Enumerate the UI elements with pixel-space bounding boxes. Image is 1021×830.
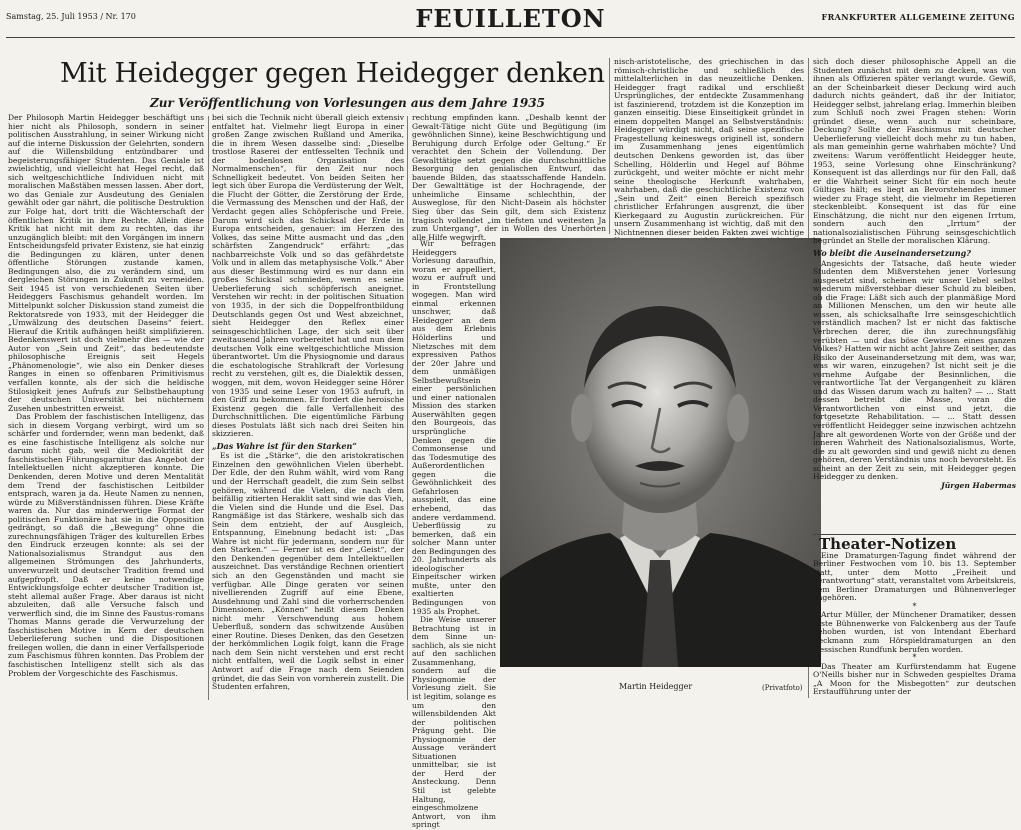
sidebar-item: Eine Dramaturgen-Tagung findet während der Berliner Festwochen vom 10. bis 13. September statt, unter dem Motto „Freiheit und Verantwortung“ statt, veranstaltet vom Arbeitskreis, dem Berliner Dramaturgen und Bühnenverleger angehören. [813, 550, 1017, 603]
separator-star: * [912, 601, 917, 611]
article-column-2 [212, 114, 404, 702]
section-heading: „Das Wahre ist für den Starken“ [212, 440, 357, 451]
newspaper-name: FRANKFURTER ALLGEMEINE ZEITUNG [821, 12, 1015, 22]
article-column-4 [614, 57, 804, 237]
heidegger-portrait-image [500, 238, 821, 667]
paragraph: rechtung empfinden kann. „Deshalb kennt der Gewalt-Tätige nicht Güte und Begütigung (im gewöhnlichen Sinne), keine Beschwichtigung und Beruhigung durch Erfolge oder Geltung.“ Er verachtet den Schein der Vollendung. Der Gewalttätige setzt gegen die durchschnittliche Besorgung den genialischen Entwurf, das bauende Bilden, das staatsschaffende Handeln. Der Gewalttätige ist der Hochragende, der unheimliche Einsame schlechthin, der Ausweglose, für den Nicht-Dasein als höchster Sieg über das Sein gilt, dem sich Existenz tragisch vollendet „im tiefsten und weitesten Ja zum Untergang“, der in Wollen des Unerhörten alle Hilfe wegwirft. [412, 113, 606, 242]
section-title: FEUILLETON [415, 4, 606, 33]
photo-credit: (Privatfoto) [762, 684, 803, 692]
portrait-photo [500, 238, 821, 667]
paragraph: Angesichts der Tatsache, daß heute wieder Studenten dem Mißverstehen jener Vorlesung ausgesetzt sind, scheinen wir unser Uebel selbst wiederum mißverstehbar dieser Schuld zu bleiben, ob die Frage: Läßt sich auch der planmäßige Mord an Millionen Menschen, um den wir heute alle wissen, als schicksalhafte Irre seinsgeschichtlich verständlich machen? Ist er nicht das faktische Verbrechen derer, die ihn zurechnungsfähig verübten — und das böse Gewissen eines ganzen Volkes? Hatten wir nicht acht Jahre Zeit seither, das Risiko der Auseinandersetzung mit dem, was war, was wir waren, einzugehen? Ist nicht seit je die vornehme Aufgabe der Besinnlichen, die verantwortliche Tat der Vergangenheit zu klären und das Wissen darum wach zu halten? — ... Statt dessen betreibt die Masse, voran die Verantwortlichen von einst und jetzt, die fortgesetzte Rehabilitation. — ... Statt dessen veröffentlicht Heidegger seine inzwischen achtzehn Jahre alt gewordenen Worte von der Größe und der inneren Wahrheit des Nationalsozialismus, Worte, die zu alt geworden sind und gewiß nicht zu denen gehören, deren Verständnis uns noch bevorsteht. Es scheint an der Zeit zu sein, mit Heidegger gegen Heidegger zu denken. [813, 258, 1016, 482]
section-heading: Wo bleibt die Auseinandersetzung? [813, 248, 971, 259]
photo-caption: Martin Heidegger [619, 682, 693, 691]
column-divider [208, 116, 209, 700]
paragraph: Das Problem der faschistischen Intelligenz, das sich in diesem Vorgang verbirgt, wird um so schärfer und fordernder, wenn man bedenkt, daß es eine faschistische Intelligenz als solche nur darum nicht gab, weil die Mediokrität der faschistischen Führungsgarnitur das Angebot der Intellektuellen nicht akzeptieren konnte. Die Denkenden, deren Motive und deren Mentalität dem Trend der faschistischen Leitbilder entsprach, waren ja da. Heute Namen zu nennen, würde zu Mißverständnissen führen. Diese Kräfte waren da. Nur das minderwertige Format der politischen Funktionäre hat sie in die Opposition gedrängt, so daß die „Bewegung“ ohne die zurechnungsfähigen Träger des kulturellen Erbes den Eindruck erzeugen konnte: als sei der Nationalsozialismus Strandgut aus den allgemeinen Strömungen des Jahrhunderts, unverwurzelt und deutscher Tradition fremd und aufgepfropft. Daß er keine notwendige Entwicklungsfolge echter deutscher Tradition ist, steht allemal außer Frage. Aber daraus ist nicht abzuleiten, daß alle Versuche falsch und verwerflich sind, die im Sinne des Faustus-romans Thomas Manns gerade die Verwurzelung der faschistischen Motive in Kern der deutschen Ueberlieferung suchen und die Dispositionen freilegen wollen, die dann in einer Verfallsperiode zum Faschismus führen konnten. Das Problem der faschistischen Intelligenz stellt sich als das Problem der Vorgeschichte des Faschismus. [8, 412, 204, 678]
sidebar-item: Das Theater am Kurfürstendamm hat Eugene O'Neills bisher nur in Schweden gespieltes Drama „A Moon for the Misbegotten“ zur deutschen Erstaufführung unter der [813, 661, 1016, 697]
article-column-1 [8, 114, 204, 702]
paragraph: Die Weise unserer Betrachtung ist in dem Sinne un-sachlich, als sie nicht auf den sachlichen Zusammenhang, sondern auf die Physiognomie der Vorlesung zielt. Sie ist legitim, solange es um den willensbildenden Akt der politischen Prägung geht. Die Physiognomie der Aussage verändert Situationen unmittelbar, sie ist der Herd der Ansteckung. Denn Stil ist gelebte Haltung, eingeschmolzene Antwort, von ihm springt [412, 615, 496, 830]
theater-notes-sidebar [813, 536, 1016, 704]
article-column-3-bottom [412, 239, 496, 830]
paragraph: bei sich die Technik nicht überall gleich extensiv entfaltet hat. Vielmehr liegt Europa in einer großen Zange zwischen Rußland und Amerika, die in ihrem Wesen dasselbe sind: „Dieselbe trostlose Raserei der entfesselten Technik und der bodenlosen Organisation des Normalmenschen“, für den Zeit nur noch Schnelligkeit bedeutet. Von beiden Seiten her legt sich über Europa die Verdüsterung der Welt, die Flucht der Götter, die Zerstörung der Erde, die Vermassung des Menschen und der Haß, der Verdacht gegen alles Schöpferische und Freie. Darum wird sich das Schicksal der Erde in Europa entscheiden, genauer: im Herzen des Volkes, das seine Mitte ausmacht und das „den schärfsten Zangendruck“ erfährt: „das nachbarreichste Volk und so das gefährdetste Volk und in allem das metaphysische Volk.“ Aber aus dieser Bestimmung wird es nur dann ein großes Schicksal schmieden, wenn es seine Ueberlieferung sich schöpferisch aneignet. Verstehen wir recht: in der politischen Situation von 1935, in der sich die Doppelfrontbildung Deutschlands gegen Ost und West abzeichnet, sieht Heidegger den Reflex einer seinsgeschichtlichen Lage, der sich seit über zweitausend Jahren vorbereitet hat und nun dem deutschen Volk eine weltgeschichtliche Mission überantwortet. Um die Physiognomie und daraus die eschatologische Strahlkraft der Vorlesung recht zu verstehen, gilt es, die Dialektik dessen, woggen, mit dem, wovon Heidegger seine Hörer von 1935 und seine Leser von 1953 aufruft, in den Griff zu bekommen. Er fordert die heroische Existenz gegen die falle Verfallenheit des Durchschnittlichen. Die eigentümliche Färbung dieses Postulats läßt sich nach drei Seiten hin skizzieren. [212, 113, 404, 439]
paragraph: sich doch dieser philosophische Appell an die Studenten zunächst mit dem zu decken, was von ihnen als Offizieren später verlangt wurde. Gewiß, an der Scheinbarkeit dieser Deckung wird auch dadurch nichts geändert, daß ihr der Initiator, Heidegger selbst, jahrelang erlag. Immerhin bleiben zum Schluß noch zwei Fragen stehen: Worin gründet diese, wenn auch nur scheinbare, Deckung? Sollte der Faschismus mit deutscher Ueberlieferung vielleicht doch mehr zu tun haben, als man gemeinhin gerne wahrhaben möchte? Und zweitens: Warum veröffentlicht Heidegger heute, 1953, seine Vorlesung ohne Einschränkung? Konsequent ist das allerdings nur für den Fall, daß er die Wahrheit seiner Sicht für ein noch heute Gültiges hält; es liegt an Bevorstehendes immer wieder zu Frage steht, die vielmehr im Repetieren steckenbleibt. Konsequent ist das für eine Einschätzung, die nicht nur den eigenen Irrtum, sondern auch den „Irrtum“ der nationalsozialistischen Führung seinsgeschichtlich begründet an Stelle der moralischen Klärung. [813, 57, 1017, 246]
article-column-3-top [412, 113, 606, 242]
article-headline: Mit Heidegger gegen Heidegger denken [60, 58, 605, 89]
article-column-5 [813, 58, 1016, 558]
masthead-rule [6, 37, 1015, 38]
author-name: Jürgen Habermas [941, 480, 1016, 490]
column-divider [609, 58, 610, 234]
article-subheadline: Zur Veröffentlichung von Vorlesungen aus dem Jahre 1935 [150, 96, 545, 110]
separator-star: * [912, 653, 917, 663]
paragraph: Wir befragen Heideggers Vorlesung daraufhin, woran er appelliert, wozu er aufruft und in Frontstellung wogegen. Man wird einmal erkennen unschwer, daß Heidegger an dem aus dem Erlebnis Hölderlins und Nietzsches mit dem expressiven Pathos der 20er Jahre und dem unmäßigen Selbstbewußtsein einer persönlichen und einer nationalen Mission des starken Auserwählten gegen den Bourgeois, das ursprüngliche Denken gegen die Commonsense und das Todesmutige des Außerordentlichen gegen die Gewöhnlichkeit des Gefahrlosen ausspielt, das eine erhebend, das andere verdammend. Ueberflüssig zu bemerken, daß ein solcher Mann unter den Bedingungen des 20. Jahrhunderts als ideologischer Einpeitscher wirken mußte, unter den exaltierten Bedingungen von 1935 als Prophet. [412, 239, 496, 616]
sidebar-item: Artur Müller, der Münchener Dramatiker, dessen erste Bühnenwerke von Falckenberg aus der Taufe gehoben wurden, ist von Intendant Eberhard Beckmann zum Hörspieldramaturgen an den Hessischen Rundfunk berufen worden. [813, 610, 1016, 654]
sidebar-title: Theater-Notizen [819, 535, 957, 553]
paragraph: Der Philosoph Martin Heidegger beschäftigt uns hier nicht als Philosoph, sondern in seiner politischen Ausstrahlung, in seiner Wirkung nicht auf die interne Diskussion der Gelehrten, sondern auf die Willensbildung entzündbarer und begeisterungsfähiger Studenten. Das Geniale ist zwielichtig, und vielleicht hat Hegel recht, daß sich weltgeschichtliche Individuen nicht mit moralischen Maßstäben messen lassen. Aber dort, wo das Geniale zur Ausdeutung des Genialen gewählt oder gar nährt, die politische Destruktion zur Folge hat, dort tritt die Wächterschaft der öffentlichen Kritik in ihre Rechte. Allein diese Kritik hat nicht mit dem zu rechten, das ihr unzugänglich bleibt: mit den Vorgängen im innern Entscheidungsfeld privater Existenz, sie hat einzig die Bedingungen zu klären, unter denen öffentliche Störungen zustande kamen, Bedingungen also, die zu verändern sind, um dergleichen Störungen in Zukunft zu vermeiden. Seit 1945 ist von verschiedenen Seiten über Heideggers Faschismus gehandelt worden. Im Mittelpunkt solcher Diskussion stand zumeist die Rektoratsrede von 1933, mit der Heidegger die „Umwälzung des deutschen Daseins“ feiert. Hierauf die Kritik aufhängen heißt simplifizieren. Bedenkenswert ist doch vielmehr dies — wie der Autor von „Sein und Zeit“, das bedeutendste philosophische Ereignis seit Hegels „Phänomenologie“, wie also ein Denker dieses Ranges in einen so offenbaren Primitivismus verfallen konnte, als der sich die heldische Stilosigkeit jenes Aufrufs zur Selbstbehauptung der deutschen Universität bei nüchternem Zusehen unbestritten erweist. [8, 113, 204, 413]
issue-date: Samstag, 25. Juli 1953 / Nr. 170 [6, 12, 136, 21]
paragraph: Es ist die „Stärke“, die den aristokratischen Einzelnen den gewöhnlichen Vielen überhebt. Der Edle, der den Ruhm wählt, wird vom Rang und der Herrschaft geadelt, die zum Sein selbst gehören, während die Vielen, die nach dem beifällig zitierten Heraklit satt sind wie das Vieh, die Vielen sind die Hunde und die Esel. Das Rangmäßige ist das Stärkere, weshalb sich das Sein dem entzieht, der auf Ausgleich, Entspannung, Einebnung bedacht ist: „Das Wahre ist nicht für jedermann, sondern nur für den Starken.“ — Ferner ist es der „Geist“, der den Denkenden gegenüber dem Intellektuellen auszeichnet. Das verständige Rechnen orientiert sich an den Gegenständen und macht sie verfügbar. Alle Dinge geraten vor seinen nivellierenden Zugriff auf eine Ebene, Ausdehnung und Zahl sind die vorherrschenden Dimensionen. „Können“ heißt diesem Denken nicht mehr Verschwendung aus hohem Ueberfluß, sondern das schwitzende Ausüben einer Routine. Dieses Denken, das den Gesetzen der herkömmlichen Logik folgt, kann die Frage nach dem Sein nicht verstehen und erst recht nicht entfalten, weil die Logik selbst in einer Antwort auf die Frage nach dem Seienden gründet, die das Sein von vornherein zustellt. Die Studenten erfahren, [212, 451, 404, 692]
column-divider [407, 116, 408, 700]
paragraph: nisch-aristotelische, des griechischen in das römisch-christliche und schließlich des mittelalterlichen in das neuzeitliche Denken. Heidegger fragt radikal und erschließt Ursprüngliches, der entdeckte Zusammenhang ist faszinierend, trotzdem ist die Konzeption im ganzen einseitig. Diese Einseitigkeit gründet in einem doppelten Mangel an Selbstverständnis: Heidegger würdigt nicht, daß seine spezifische Fragestellung keineswegs originell ist, sondern im Zusammenhang jenes eigentümlich deutschen Denkens geworden ist, das über Schelling, Hölderlin und Hegel auf Böhme zurückgeht, und weiter möchte er nicht mehr seine theologische Herkunft wahrhaben, wahrhaben, daß die geschichtliche Existenz von „Sein und Zeit“ einen Bereich spezifisch christlicher Erfahrungen ausgrenzt, die über Kierkegaard zu Augustin zurückreichen. Für unsern Zusammenhang ist wichtig, daß mit den Nichtnennen dieser beiden Fakten zwei wichtige [614, 57, 804, 237]
